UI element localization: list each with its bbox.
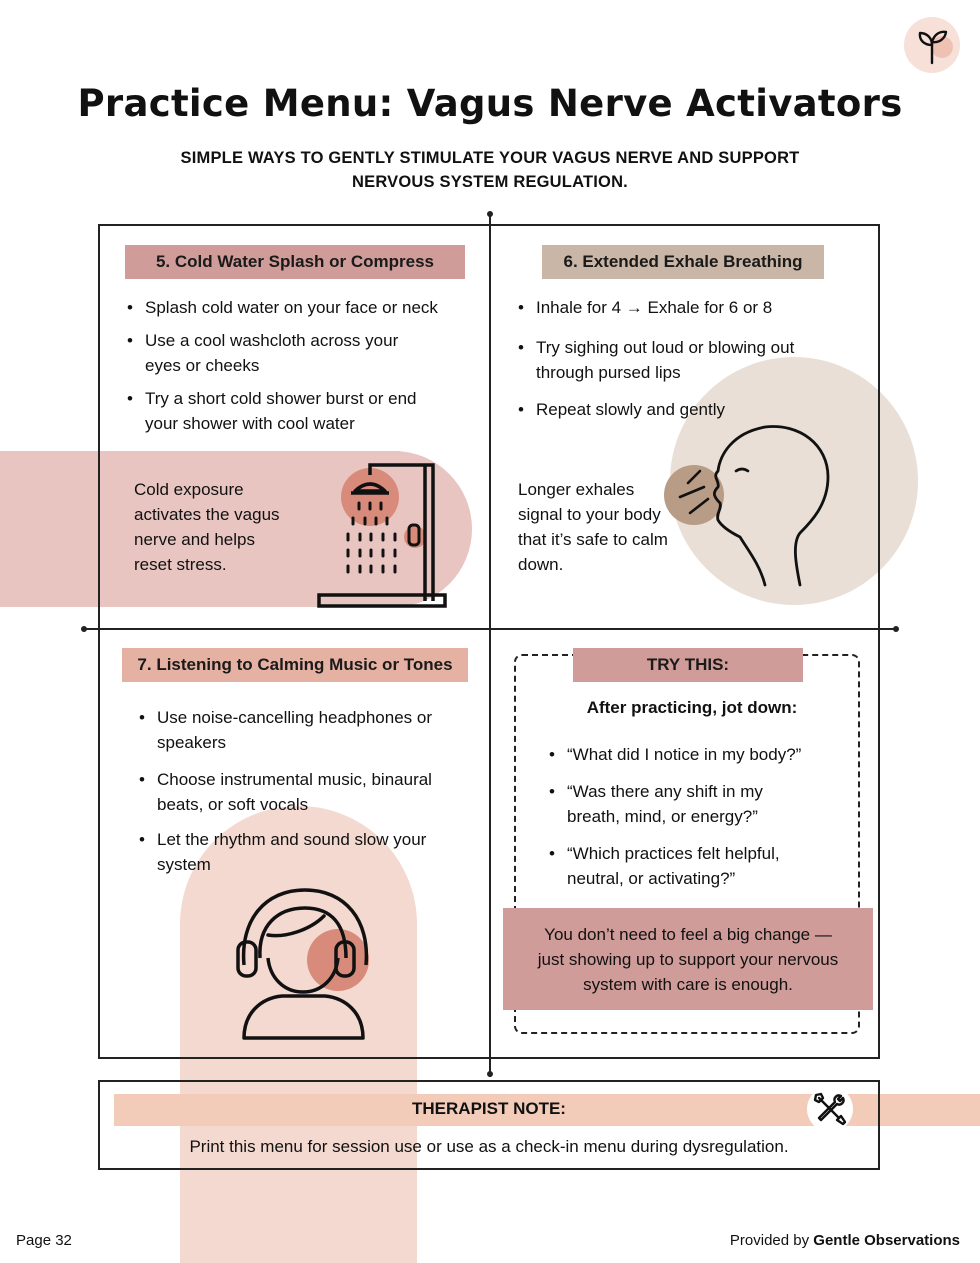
list-item: • “Was there any shift in my breath, mind, or energy?” (547, 779, 807, 829)
list-item: • Try sighing out loud or blowing out through pursed lips (516, 335, 836, 385)
divider-dot-left (81, 626, 87, 632)
tools-icon (807, 1086, 853, 1132)
grid-vertical-divider (489, 214, 491, 1077)
try-this-heading: TRY THIS: (573, 648, 803, 682)
list-item: • Splash cold water on your face or neck (125, 295, 470, 320)
list-item: • Inhale for 4 → Exhale for 6 or 8 (516, 295, 846, 320)
therapist-note-heading: THERAPIST NOTE: (412, 1099, 566, 1118)
cold-water-heading: 5. Cold Water Splash or Compress (125, 245, 465, 279)
cold-water-list (125, 295, 470, 444)
list-item: • Use a cool washcloth across your eyes or cheeks (125, 328, 420, 378)
exhaling-face-icon (660, 415, 840, 595)
headphones-person-icon (230, 880, 380, 1045)
list-item: • Let the rhythm and sound slow your system (137, 827, 427, 877)
grid-horizontal-divider (84, 628, 896, 630)
page-title: Practice Menu: Vagus Nerve Activators (77, 82, 903, 125)
divider-dot-right (893, 626, 899, 632)
try-this-intro: After practicing, jot down: (586, 698, 798, 717)
list-item: • Use noise-cancelling headphones or speakers (137, 705, 447, 755)
therapist-note-text: Print this menu for session use or use as a check-in menu during dysregulation. (189, 1137, 789, 1156)
tools-badge (807, 1086, 853, 1132)
list-item: • “Which practices felt helpful, neutral, or activating?” (547, 841, 817, 891)
shower-icon (315, 455, 455, 615)
page-subtitle: SIMPLE WAYS TO GENTLY STIMULATE YOUR VAGUS NERVE AND SUPPORT NERVOUS SYSTEM REGULATION. (180, 149, 800, 191)
exhale-note: Longer exhales signal to your body that it’s safe to calm down. (518, 480, 668, 574)
logo-badge (904, 17, 960, 73)
list-item: • Try a short cold shower burst or end your shower with cool water (125, 386, 420, 436)
cold-water-note: Cold exposure activates the vagus nerve and helps reset stress. (134, 480, 280, 574)
divider-dot-bottom (487, 1071, 493, 1077)
music-heading: 7. Listening to Calming Music or Tones (122, 648, 468, 682)
provided-by (600, 1232, 960, 1249)
music-list (137, 705, 467, 885)
list-item: • “What did I notice in my body?” (547, 742, 847, 767)
provided-by-prefix: Provided by (729, 1232, 814, 1249)
exhale-heading: 6. Extended Exhale Breathing (542, 245, 824, 279)
page-number: Page 32 (16, 1232, 72, 1249)
try-this-list (547, 742, 847, 899)
list-item: • Repeat slowly and gently (516, 397, 846, 422)
reassurance-text: You don’t need to feel a big change — just showing up to support your nervous system with care is enough. (537, 925, 839, 994)
divider-dot-top (487, 211, 493, 217)
list-item: • Choose instrumental music, binaural beats, or soft vocals (137, 767, 467, 817)
sprout-icon (904, 17, 960, 73)
provider-name: Gentle Observations (813, 1232, 960, 1249)
exhale-list (516, 295, 846, 430)
